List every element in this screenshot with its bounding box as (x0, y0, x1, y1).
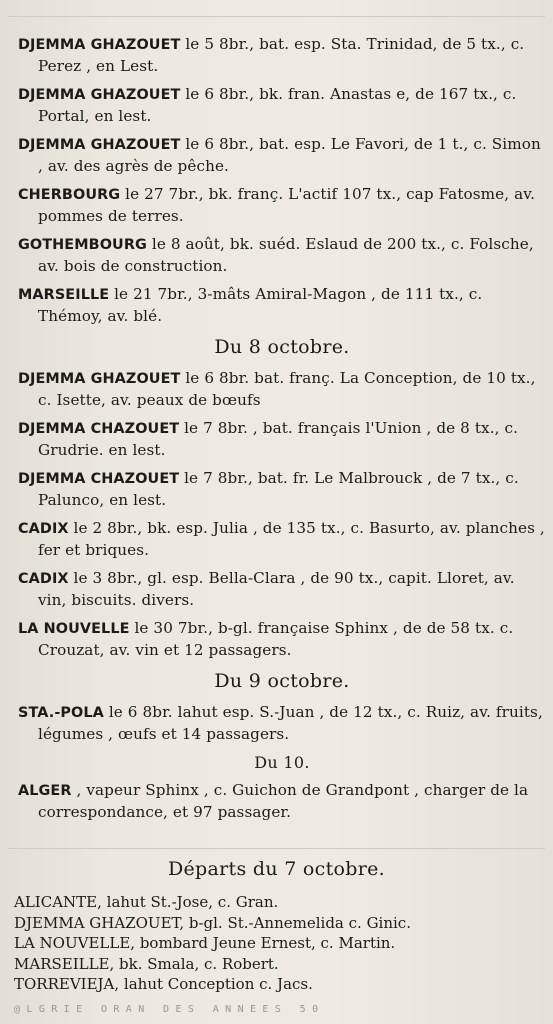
arrival-entry (18, 84, 546, 126)
arrival-text: le 7 8br. , bat. français l'Union , de 8 tx., c. Grudrie. en lest. (38, 419, 519, 459)
port-name: DJEMMA CHAZOUET (18, 471, 180, 487)
port-name: DJEMMA GHAZOUET (18, 371, 181, 387)
arrival-entry (18, 34, 546, 76)
top-rule (8, 16, 545, 17)
section-rule (8, 848, 545, 849)
arrivals-column (18, 34, 546, 830)
departure-item: TORREVIEJA, lahut Conception c. Jacs. (14, 975, 313, 993)
arrival-text: le 7 8br., bat. fr. Le Malbrouck , de 7 tx., c. Palunco, en lest. (38, 469, 519, 509)
port-name: CADIX (18, 571, 69, 587)
arrival-text: le 30 7br., b-gl. française Sphinx , de de 58 tx. c. Crouzat, av. vin et 12 passagers. (38, 619, 514, 659)
arrival-entry (18, 568, 546, 610)
arrival-text: le 6 8br. bat. franç. La Conception, de 10 tx., c. Isette, av. peaux de bœufs (38, 369, 536, 409)
arrival-text: le 2 8br., bk. esp. Julia , de 135 tx., c. Basurto, av. planches , fer et briques. (38, 519, 545, 559)
arrival-text: le 27 7br., bk. franç. L'actif 107 tx., cap Fatosme, av. pommes de terres. (38, 185, 536, 225)
arrival-entry (18, 234, 546, 276)
arrival-text: le 6 8br. lahut esp. S.-Juan , de 12 tx., c. Ruiz, av. fruits, légumes , œufs et 14 passagers. (38, 703, 543, 743)
departure-item: DJEMMA GHAZOUET, b-gl. St.-Annemelida c. Ginic. (14, 913, 411, 932)
arrival-text: , vapeur Sphinx , c. Guichon de Grandpont , charger de la correspondance, et 97 passager. (38, 781, 529, 821)
departure-item: MARSEILLE, bk. Smala, c. Robert. (14, 954, 279, 973)
arrival-entry (18, 780, 546, 822)
port-name: GOTHEMBOURG (18, 237, 147, 253)
departure-item: LA NOUVELLE, bombard Jeune Ernest, c. Martin. (14, 934, 396, 952)
port-name: CHERBOURG (18, 187, 121, 203)
arrival-entry (18, 368, 546, 410)
port-name: STA.-POLA (18, 705, 104, 721)
section-heading-10: Du 10. (254, 753, 310, 772)
port-name: LA NOUVELLE (18, 621, 130, 637)
section-heading-8-october: Du 8 octobre. (214, 336, 350, 358)
arrival-entry (18, 702, 546, 744)
port-name: CADIX (18, 521, 69, 537)
departures-list (14, 892, 549, 995)
watermark: @LGRIE ORAN DES ANNEES 50 (14, 1004, 325, 1015)
port-name: DJEMMA GHAZOUET (18, 87, 181, 103)
arrival-text: le 3 8br., gl. esp. Bella-Clara , de 90 tx., capit. Lloret, av. vin, biscuits. divers. (38, 569, 515, 609)
arrival-text: le 21 7br., 3-mâts Amiral-Magon , de 111 tx., c. Thémoy, av. blé. (38, 285, 483, 325)
port-name: DJEMMA GHAZOUET (18, 37, 181, 53)
port-name: DJEMMA GHAZOUET (18, 137, 181, 153)
arrival-entry (18, 184, 546, 226)
section-heading-9-october: Du 9 octobre. (214, 670, 350, 692)
arrival-entry (18, 618, 546, 660)
arrival-text: le 6 8br., bat. esp. Le Favori, de 1 t., c. Simon , av. des agrès de pêche. (38, 135, 541, 175)
arrival-text: le 8 août, bk. suéd. Eslaud de 200 tx., c. Folsche, av. bois de construction. (38, 235, 534, 275)
port-name: DJEMMA CHAZOUET (18, 421, 180, 437)
arrival-text: le 6 8br., bk. fran. Anastas e, de 167 tx., c. Portal, en lest. (38, 85, 517, 125)
departure-item: ALICANTE, lahut St.-Jose, c. Gran. (14, 893, 279, 911)
arrival-entry (18, 518, 546, 560)
arrival-text: le 5 8br., bat. esp. Sta. Trinidad, de 5 tx., c. Perez , en Lest. (38, 35, 525, 75)
arrival-entry (18, 284, 546, 326)
departures-heading: Départs du 7 octobre. (167, 858, 386, 880)
arrival-entry (18, 468, 546, 510)
port-name: ALGER (18, 783, 72, 799)
arrival-entry (18, 418, 546, 460)
arrival-entry (18, 134, 546, 176)
port-name: MARSEILLE (18, 287, 110, 303)
